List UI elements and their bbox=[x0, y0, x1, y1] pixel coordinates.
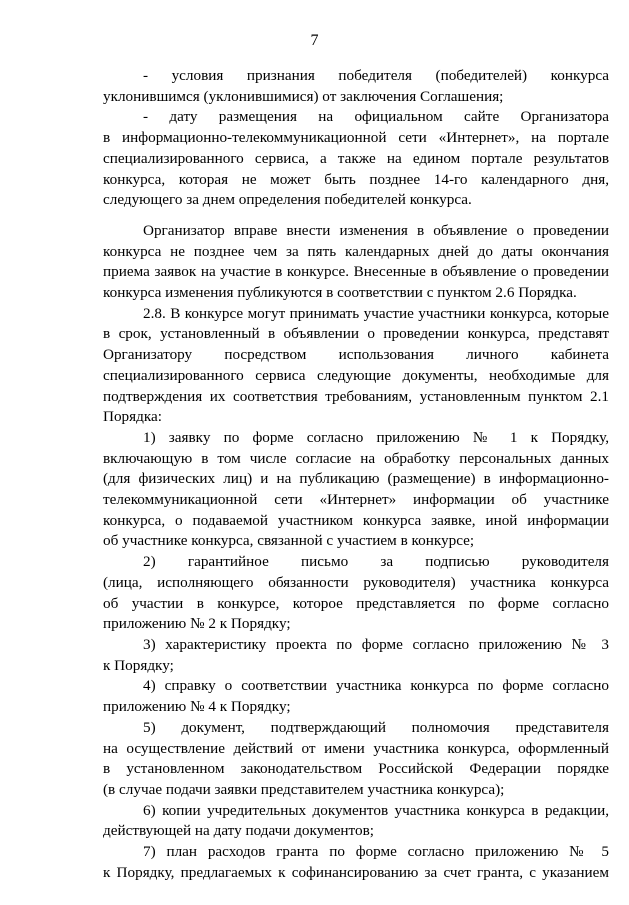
list-item-5-authority-document bbox=[103, 718, 609, 801]
paragraph-organizer-changes bbox=[103, 221, 609, 304]
list-item-6-founding-documents bbox=[103, 801, 609, 842]
list-item-4-compliance-certificate bbox=[103, 676, 609, 717]
text-line: приложению № 4 к Порядку; bbox=[103, 698, 291, 716]
text-line: специализированного сервиса, а также на едином портале результатов bbox=[103, 149, 609, 167]
text-line: 6) копии учредительных документов участника конкурса в редакции, bbox=[143, 801, 609, 819]
paragraph-publication-date bbox=[103, 107, 609, 211]
text-line: уклонившимся (уклонившимися) от заключения Соглашения; bbox=[103, 87, 504, 105]
text-line: к Порядку; bbox=[103, 656, 174, 674]
text-line: 4) справку о соответствии участника конкурса по форме согласно bbox=[143, 677, 609, 695]
text-line: 2) гарантийное письмо за подписью руководителя bbox=[143, 553, 609, 571]
text-line: конкурса, которая не может быть позднее 14-го календарного дня, bbox=[103, 170, 609, 188]
text-line: Порядка: bbox=[103, 408, 162, 426]
text-line: 5) документ, подтверждающий полномочия представителя bbox=[143, 718, 609, 736]
text-line: приложению № 2 к Порядку; bbox=[103, 615, 291, 633]
text-line: подтверждения их соответствия требованиям, установленным пунктом 2.1 bbox=[103, 387, 609, 405]
text-line: (лица, исполняющего обязанности руководителя) участника конкурса bbox=[103, 573, 609, 591]
text-line: в установленном законодательством Российской Федерации порядке bbox=[103, 760, 609, 778]
page-number: 7 bbox=[310, 32, 319, 49]
text-line: приема заявок на участие в конкурсе. Внесенные в объявление о проведении bbox=[103, 263, 609, 281]
text-line: об участнике конкурса, связанной с участием в конкурсе; bbox=[103, 532, 475, 550]
document-body bbox=[103, 66, 609, 883]
text-line: конкурса не позднее чем за пять календарных дней до даты окончания bbox=[103, 242, 609, 260]
text-line: телекоммуникационной сети «Интернет» информации об участнике bbox=[103, 491, 609, 509]
text-line: к Порядку, предлагаемых к софинансированию за счет гранта, с указанием bbox=[103, 863, 609, 881]
text-line: специализированного сервиса следующие документы, необходимые для bbox=[103, 366, 609, 384]
text-line: на осуществление действий от имени участника конкурса, оформленный bbox=[103, 739, 609, 757]
text-line: в срок, установленный в объявлении о проведении конкурса, представят bbox=[103, 325, 609, 343]
text-line: об участии в конкурсе, которое представляется по форме согласно bbox=[103, 594, 609, 612]
paragraph-section-2-8 bbox=[103, 304, 609, 428]
text-line: Организатор вправе внести изменения в объявление о проведении bbox=[143, 221, 609, 239]
text-line: (в случае подачи заявки представителем участника конкурса); bbox=[103, 780, 505, 798]
text-line: конкурса изменения публикуются в соответствии с пунктом 2.6 Порядка. bbox=[103, 284, 577, 302]
list-item-7-grant-expense-plan bbox=[103, 842, 609, 883]
text-line: включающую в том числе согласие на обработку персональных данных bbox=[103, 449, 609, 467]
text-line: 1) заявку по форме согласно приложению № 1 к Порядку, bbox=[143, 428, 609, 446]
text-line: - условия признания победителя (победителей) конкурса bbox=[143, 67, 609, 84]
list-item-3-project-characteristics bbox=[103, 635, 609, 676]
list-item-2-guarantee-letter bbox=[103, 552, 609, 635]
text-line: 3) характеристику проекта по форме согласно приложению № 3 bbox=[143, 635, 609, 653]
text-line: (для физических лиц) и на публикацию (размещение) в информационно- bbox=[103, 470, 609, 488]
text-line: - дату размещения на официальном сайте Организатора bbox=[143, 108, 609, 126]
text-line: 7) план расходов гранта по форме согласно приложению № 5 bbox=[143, 843, 609, 861]
text-line: 2.8. В конкурсе могут принимать участие участники конкурса, которые bbox=[143, 304, 609, 322]
list-item-1-application bbox=[103, 428, 609, 552]
paragraph-winner-evasion-conditions bbox=[103, 66, 609, 107]
text-line: Организатору посредством использования личного кабинета bbox=[103, 346, 609, 364]
text-line: конкурса, о подаваемой участником конкурса заявке, иной информации bbox=[103, 511, 609, 529]
text-line: в информационно-телекоммуникационной сети «Интернет», на портале bbox=[103, 129, 609, 147]
text-line: следующего за днем определения победителей конкурса. bbox=[103, 191, 472, 209]
text-line: действующей на дату подачи документов; bbox=[103, 822, 374, 840]
